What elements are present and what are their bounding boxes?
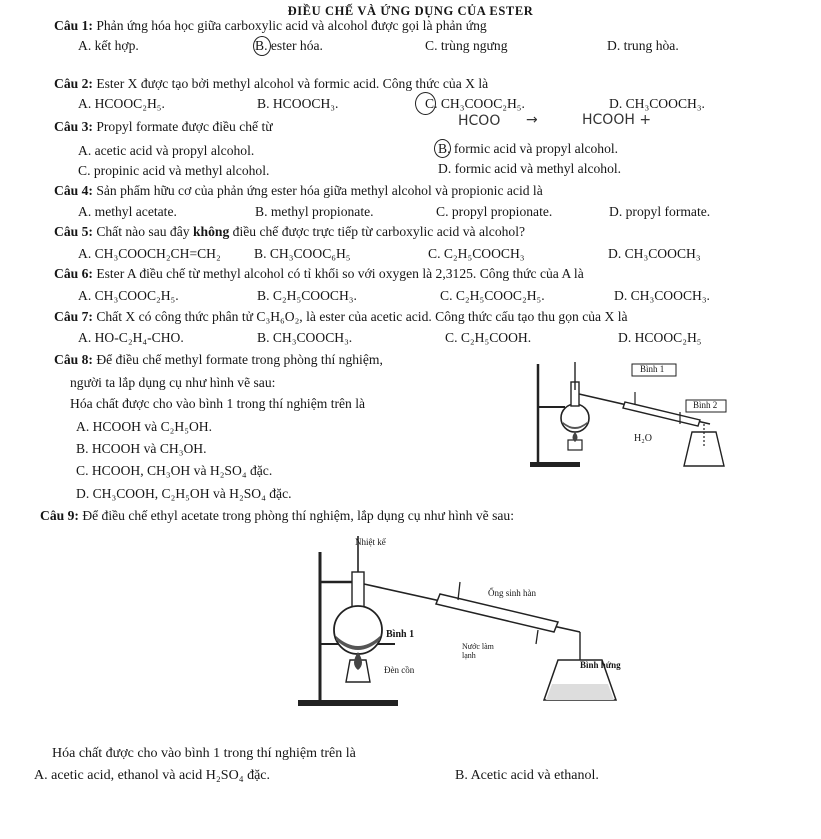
question-9-apparatus-figure xyxy=(290,532,680,712)
question-3-text: Propyl formate được điều chế từ xyxy=(96,119,273,134)
question-5-stem xyxy=(54,224,525,240)
question-8-number: Câu 8: xyxy=(54,352,93,367)
question-4-option-b[interactable]: B. methyl propionate. xyxy=(255,204,374,219)
label-flask-1: Bình 1 xyxy=(386,629,415,640)
question-9-text: Để điều chế ethyl acetate trong phòng thí nghiệm, lắp dụng cụ như hình vẽ sau: xyxy=(82,508,514,523)
label-burner: Đèn cồn xyxy=(384,665,415,675)
circled-answer-mark xyxy=(415,92,436,115)
question-3-option-d[interactable]: D. formic acid và methyl alcohol. xyxy=(438,161,622,176)
stand-base xyxy=(298,700,398,706)
question-7-stem xyxy=(54,309,628,325)
handwritten-note: HCOOH + xyxy=(582,112,652,128)
question-8-option-d[interactable]: D. CH₃COOH, C₂H₅OH và H₂SO₄ đặc. xyxy=(76,486,292,501)
question-4-option-d[interactable]: D. propyl formate. xyxy=(609,204,711,219)
question-8-apparatus-figure xyxy=(530,362,730,472)
question-5-option-c[interactable]: C. C₂H₅COOCH₃ xyxy=(428,246,525,261)
question-3-option-a[interactable]: A. acetic acid và propyl alcohol. xyxy=(78,143,255,158)
question-2-option-a[interactable]: A. HCOOC₂H₅. xyxy=(78,96,165,111)
question-3-stem xyxy=(54,119,273,135)
question-2-option-b[interactable]: B. HCOOCH₃. xyxy=(257,96,339,111)
label-receiver: Bình hứng xyxy=(580,660,621,670)
question-9-option-a[interactable]: A. acetic acid, ethanol và acid H₂SO₄ đặc. xyxy=(34,768,270,783)
question-5-text-emphasis: không xyxy=(192,224,230,239)
question-8-option-b[interactable]: B. HCOOH và CH₃OH. xyxy=(76,441,207,456)
question-6-option-c[interactable]: C. C₂H₅COOC₂H₅. xyxy=(440,288,545,303)
question-7-option-d[interactable]: D. HCOOC₂H₅ xyxy=(618,330,702,345)
question-7-number: Câu 7: xyxy=(54,309,93,324)
question-3-option-c[interactable]: C. propinic acid và methyl alcohol. xyxy=(78,163,270,178)
question-9-number: Câu 9: xyxy=(40,508,79,523)
question-2-number: Câu 2: xyxy=(54,76,93,91)
question-1-option-b[interactable]: B. ester hóa. xyxy=(255,38,323,53)
handwritten-note: HCOO xyxy=(458,113,501,129)
question-2-text: Ester X được tạo bởi methyl alcohol và formic acid. Công thức của X là xyxy=(96,76,489,91)
question-7-option-c[interactable]: C. C₂H₅COOH. xyxy=(445,330,532,345)
page-title: ĐIỀU CHẾ VÀ ỨNG DỤNG CỦA ESTER xyxy=(287,4,534,18)
question-7-option-b[interactable]: B. CH₃COOCH₃. xyxy=(257,330,353,345)
label-thermometer: Nhiệt kế xyxy=(355,537,386,547)
label-condenser: Ống sinh hàn xyxy=(488,588,536,598)
question-6-text: Ester A điều chế từ methyl alcohol có tỉ khối so với oxygen là 2,3125. Công thức của A là xyxy=(96,266,584,281)
question-1-option-c[interactable]: C. trùng ngưng xyxy=(425,38,508,53)
condenser xyxy=(436,594,558,632)
label-cold-water: Nước làm lạnh xyxy=(462,642,494,660)
question-4-number: Câu 4: xyxy=(54,183,93,198)
question-1-option-a[interactable]: A. kết hợp. xyxy=(78,38,139,53)
question-5-text-post: điều chế được trực tiếp từ carboxylic acid và alcohol? xyxy=(232,224,526,239)
question-5-option-d[interactable]: D. CH₃COOCH₃ xyxy=(608,246,701,261)
question-6-number: Câu 6: xyxy=(54,266,93,281)
question-8-text-line3: Hóa chất được cho vào bình 1 trong thí nghiệm trên là xyxy=(70,396,366,411)
circled-answer-mark xyxy=(253,36,271,56)
question-8-text-line2: người ta lắp dụng cụ như hình vẽ sau: xyxy=(70,375,276,390)
question-1-option-d[interactable]: D. trung hòa. xyxy=(607,38,679,53)
question-9-question: Hóa chất được cho vào bình 1 trong thí nghiệm trên là xyxy=(52,746,356,761)
question-4-option-c[interactable]: C. propyl propionate. xyxy=(436,204,553,219)
label-water: H₂O xyxy=(634,433,652,444)
question-6-option-b[interactable]: B. C₂H₅COOCH₃. xyxy=(257,288,357,303)
question-8-text-line1: Để điều chế methyl formate trong phòng thí nghiệm, xyxy=(96,352,383,367)
question-5-text-pre: Chất nào sau đây xyxy=(96,224,190,239)
question-6-option-a[interactable]: A. CH₃COOC₂H₅. xyxy=(78,288,179,303)
question-8-stem xyxy=(54,352,383,368)
question-6-stem xyxy=(54,266,584,282)
question-4-option-a[interactable]: A. methyl acetate. xyxy=(78,204,177,219)
question-8-option-a[interactable]: A. HCOOH và C₂H₅OH. xyxy=(76,419,212,434)
question-4-text: Sản phẩm hữu cơ của phản ứng ester hóa giữa methyl alcohol và propionic acid là xyxy=(96,183,543,198)
question-5-option-a[interactable]: A. CH₃COOCH₂CH=CH₂ xyxy=(78,246,221,261)
question-1-text: Phản ứng hóa học giữa carboxylic acid và alcohol được gọi là phản ứng xyxy=(96,18,487,33)
question-3-option-b[interactable]: B. formic acid và propyl alcohol. xyxy=(438,141,619,156)
question-1-stem xyxy=(54,18,487,34)
question-3-number: Câu 3: xyxy=(54,119,93,134)
question-7-option-a[interactable]: A. HO-C₂H₄-CHO. xyxy=(78,330,184,345)
question-4-stem xyxy=(54,183,543,199)
question-5-number: Câu 5: xyxy=(54,224,93,239)
question-2-option-d[interactable]: D. CH₃COOCH₃. xyxy=(609,96,705,111)
question-1-number: Câu 1: xyxy=(54,18,93,33)
label-flask-2: Bình 2 xyxy=(693,400,718,410)
question-5-option-b[interactable]: B. CH₃COOC₆H₅ xyxy=(254,246,351,261)
label-flask-1: Bình 1 xyxy=(640,364,665,374)
question-2-option-c[interactable]: C. CH₃COOC₂H₅. xyxy=(425,96,525,111)
stand-base xyxy=(530,462,580,467)
question-6-option-d[interactable]: D. CH₃COOCH₃. xyxy=(614,288,710,303)
receiver-liquid xyxy=(546,684,614,700)
question-9-option-b[interactable]: B. Acetic acid và ethanol. xyxy=(455,768,599,783)
question-9-stem xyxy=(40,508,514,524)
circled-answer-mark xyxy=(434,139,451,158)
question-7-text: Chất X có công thức phân tử C₃H₆O₂, là ester của acetic acid. Công thức cấu tạo thu gọn của X là xyxy=(96,309,628,324)
question-8-option-c[interactable]: C. HCOOH, CH₃OH và H₂SO₄ đặc. xyxy=(76,463,273,478)
handwritten-arrow: → xyxy=(526,112,538,128)
question-2-stem xyxy=(54,76,488,92)
